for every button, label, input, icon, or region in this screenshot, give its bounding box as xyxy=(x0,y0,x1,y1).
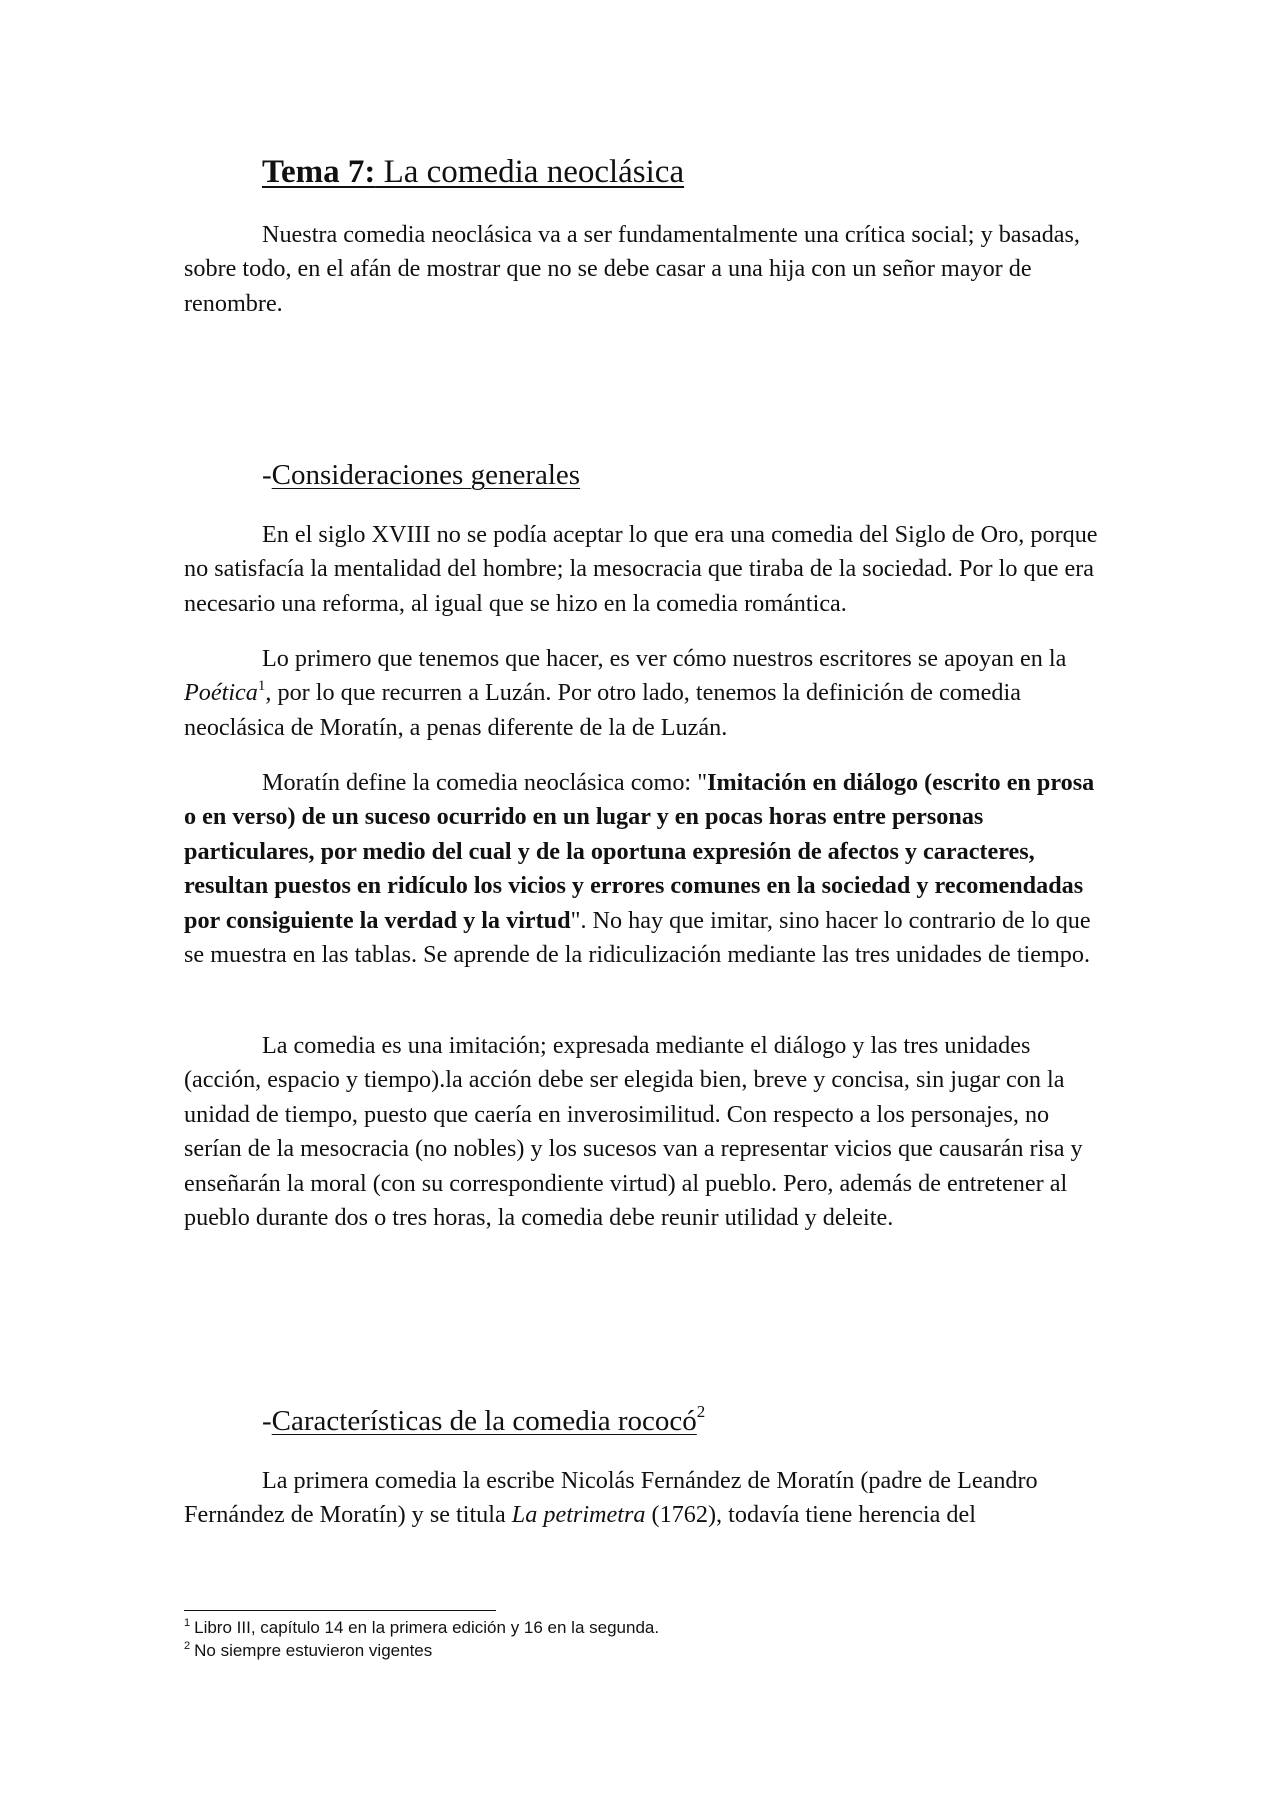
footnote-number: 2 xyxy=(184,1640,191,1652)
paragraph-moratin-definition xyxy=(184,766,1104,972)
section-heading-prefix: - xyxy=(262,1405,272,1437)
footnote-2 xyxy=(184,1640,432,1662)
paragraph-text: Moratín define la comedia neoclásica como: " xyxy=(262,769,708,796)
paragraph-imitacion: La comedia es una imitación; expresada mediante el diálogo y las tres unidades (acción, espacio y tiempo).la acción debe ser elegida bien, breve y concisa, sin jugar con la unidad de tiempo, puesto que caería en inverosimilitud. Con respecto a los personajes, no serían de la mesocracia (no nobles) y los sucesos van a representar vicios que causarán risa y enseñarán la moral (con su correspondiente virtud) al pueblo. Pero, además de entretener al pueblo durante dos o tres horas, la comedia debe reunir utilidad y deleite. xyxy=(184,1032,1083,1232)
section-heading-text: Consideraciones generales xyxy=(271,459,581,491)
paragraph-petrimetra xyxy=(184,1464,1104,1533)
footnote-ref-1[interactable]: 1 xyxy=(257,678,266,695)
section-heading-text: Características de la comedia rococó xyxy=(271,1405,697,1437)
footnote-1 xyxy=(184,1617,659,1639)
footnote-text: Libro III, capítulo 14 en la primera edición y 16 en la segunda. xyxy=(194,1618,660,1637)
section-heading-caracteristicas xyxy=(262,1402,705,1440)
page-title xyxy=(262,150,684,194)
paragraph-text: La primera comedia la escribe Nicolás Fernández de Moratín (padre de Leandro Fernández de Moratín) y se titula xyxy=(184,1467,1038,1529)
italic-title-poetica: Poética xyxy=(184,679,258,707)
bold-definition-quote: Imitación en diálogo (escrito en prosa o en verso) de un suceso ocurrido en un lugar y en pocas horas entre personas particulares, por medio del cual y de la oportuna expresión de afectos y caracteres, resultan puestos en ridículo los vicios y errores comunes en la sociedad y recomendadas por consiguiente la verdad y la virtud xyxy=(184,769,1095,934)
title-rest-part: La comedia neoclásica xyxy=(375,154,685,190)
paragraph-text: Lo primero que tenemos que hacer, es ver cómo nuestros escritores se apoyan en la xyxy=(262,645,1067,672)
paragraph-text: , por lo que recurren a Luzán. Por otro lado, tenemos la definición de comedia neoclásica de Moratín, a penas diferente de la de Luzán. xyxy=(184,679,1021,741)
paragraph-text: (1762), todavía tiene herencia del xyxy=(645,1501,976,1529)
title-bold-part: Tema 7: xyxy=(262,154,376,190)
footnote-separator xyxy=(184,1610,496,1611)
footnote-number: 1 xyxy=(184,1617,191,1629)
paragraph-siglo-xviii: En el siglo XVIII no se podía aceptar lo que era una comedia del Siglo de Oro, porque no satisfacía la mentalidad del hombre; la mesocracia que tiraba de la sociedad. Por lo que era necesario una reforma, al igual que se hizo en la comedia romántica. xyxy=(184,521,1098,617)
section-heading-prefix: - xyxy=(262,459,272,491)
paragraph-text: ". No hay que imitar, sino hacer lo contrario de lo que se muestra en las tablas. Se aprende de la ridiculización mediante las tres unidades de tiempo. xyxy=(184,906,1091,969)
intro-paragraph: Nuestra comedia neoclásica va a ser fundamentalmente una crítica social; y basadas, sobre todo, en el afán de mostrar que no se debe casar a una hija con un señor mayor de renombre. xyxy=(184,221,1080,317)
footnote-text: No siempre estuvieron vigentes xyxy=(194,1641,433,1660)
section-heading-consideraciones xyxy=(262,456,580,494)
italic-title-petrimetra: La petrimetra xyxy=(511,1501,646,1529)
footnote-ref-2[interactable]: 2 xyxy=(696,1402,706,1421)
paragraph-poetica xyxy=(184,642,1104,745)
